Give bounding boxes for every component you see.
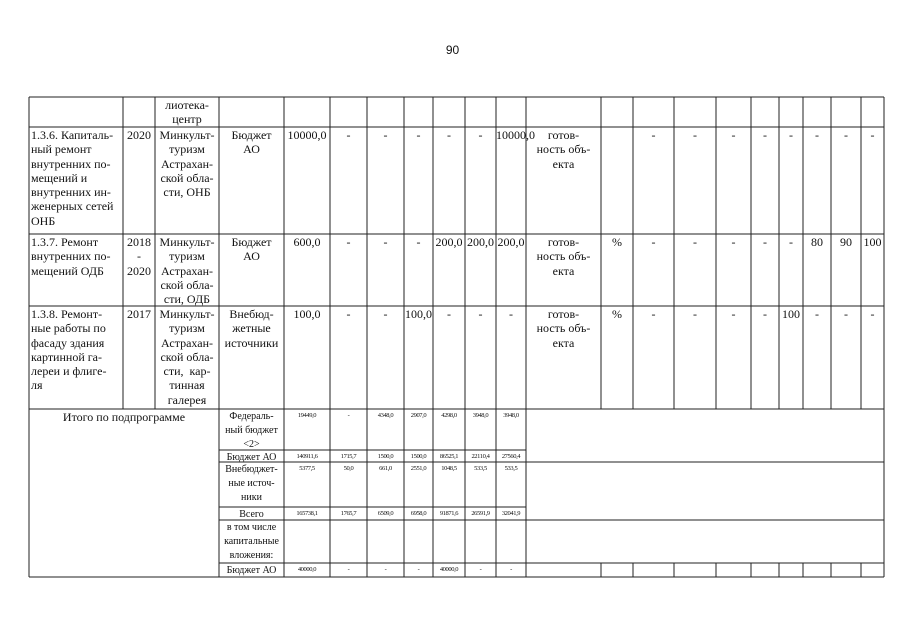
target-value-cell: -	[731, 307, 736, 321]
indicator-cell	[526, 97, 601, 127]
funding-value-cell: 10000,0	[496, 128, 535, 142]
target-value-cell: -	[763, 307, 767, 321]
total-value-cell	[404, 520, 433, 563]
executor-cell: Минкульт- туризм Астрахан- ской обла- сти, кар- тинная галерея	[159, 307, 215, 407]
funding-value-cell: 100,0	[293, 307, 321, 321]
year-cell	[123, 97, 155, 127]
unit-cell: %	[612, 307, 622, 321]
total-value-cell: 22110,4	[471, 453, 490, 460]
total-value-cell: 1048,5	[441, 465, 457, 472]
target-value-cell	[861, 234, 884, 306]
unit-cell	[601, 127, 633, 234]
total-value-cell: 40000,0	[297, 566, 317, 573]
target-value-cell	[779, 97, 803, 127]
funding-value-cell	[284, 97, 330, 127]
total-value-cell: 661,0	[379, 465, 392, 472]
total-funding-source-cell: Бюджет АО	[226, 565, 277, 576]
total-value-cell	[330, 520, 367, 563]
total-value-cell: 32041,9	[501, 510, 521, 517]
total-value-cell: 86525,1	[439, 453, 459, 460]
target-value-cell	[861, 127, 884, 234]
funding-value-cell: 200,0	[467, 235, 494, 249]
funding-value-cell: -	[346, 128, 351, 142]
indicator-cell: готов- ность объ- екта	[536, 235, 591, 278]
measure-name-cell: 1.3.6. Капиталь- ный ремонт внутренних по- мещений и внутренних ин- женерных сетей ОНБ	[31, 128, 114, 228]
funding-value-cell: -	[447, 128, 451, 142]
measure-name-cell: 1.3.8. Ремонт- ные работы по фасаду здания картинной га- лереи и флиге- ля	[31, 307, 107, 393]
total-value-cell: 1715,7	[340, 453, 357, 460]
target-value-cell: -	[693, 307, 697, 321]
funding-value-cell: -	[509, 307, 513, 321]
total-funding-source-cell: в том числе капитальные вложения:	[224, 522, 279, 561]
funding-value-cell: -	[478, 307, 483, 321]
target-value-cell: -	[693, 128, 697, 142]
target-value-cell: -	[815, 128, 819, 142]
total-value-cell: 140911,6	[296, 453, 318, 460]
target-value-cell	[831, 97, 861, 127]
funding-value-cell	[496, 97, 526, 127]
total-value-cell: -	[347, 412, 350, 419]
total-value-cell: 2551,0	[410, 465, 427, 472]
total-value-cell: 26591,9	[471, 510, 490, 517]
page-number: 90	[445, 43, 460, 57]
total-value-cell: 5377,5	[299, 465, 315, 472]
target-value-cell: -	[651, 235, 656, 249]
target-value-cell: 100	[863, 235, 882, 249]
funding-value-cell: 100,0	[405, 307, 432, 321]
funding-value-cell: 10000,0	[287, 128, 327, 142]
target-value-cell: -	[789, 235, 793, 249]
funding-value-cell: -	[447, 307, 451, 321]
target-value-cell	[633, 97, 674, 127]
total-funding-source-cell: Внебюджет- ные источ- ники	[225, 464, 278, 503]
total-value-cell: 6509,0	[377, 510, 394, 517]
funding-value-cell: -	[416, 235, 421, 249]
executor-cell: Минкульт- туризм Астрахан- ской обла- сти, ОДБ	[159, 235, 215, 307]
funding-value-cell: 200,0	[497, 235, 525, 249]
funding-value-cell: -	[478, 128, 483, 142]
total-value-cell: 2907,0	[410, 412, 427, 419]
target-value-cell: -	[651, 307, 656, 321]
target-value-cell: -	[693, 235, 697, 249]
subprogram-total-label: Итого по подпрограмме	[62, 410, 186, 424]
total-value-cell	[433, 520, 465, 563]
indicator-cell: готов- ность объ- екта	[536, 307, 591, 350]
funding-value-cell: -	[346, 307, 351, 321]
target-value-cell: -	[815, 307, 819, 321]
total-value-cell: 1500,0	[377, 453, 394, 460]
funding-value-cell: -	[416, 128, 421, 142]
executor-cell: Минкульт- туризм Астрахан- ской обла- сти, ОНБ	[159, 128, 215, 200]
total-value-cell: -	[384, 566, 387, 573]
total-value-cell: 1765,7	[340, 510, 357, 517]
total-value-cell: 27560,4	[501, 453, 521, 460]
total-value-cell	[465, 520, 496, 563]
year-cell: 2020	[127, 128, 151, 142]
measure-name-cell	[29, 97, 123, 127]
funding-value-cell	[404, 97, 433, 127]
target-value-cell: -	[731, 128, 736, 142]
indicator-cell: готов- ность объ- екта	[536, 128, 591, 171]
total-value-cell: 91871,6	[439, 510, 459, 517]
funding-source-cell: Бюджет АО	[231, 235, 272, 264]
target-value-cell: 90	[840, 235, 852, 249]
total-value-cell: 50,0	[343, 465, 354, 472]
funding-value-cell: -	[346, 235, 351, 249]
target-value-cell: -	[844, 307, 848, 321]
funding-value-cell: -	[383, 307, 388, 321]
executor-cell: лиотека- центр	[165, 98, 209, 127]
total-value-cell	[367, 520, 404, 563]
funding-value-cell: 200,0	[435, 235, 463, 249]
total-value-cell: -	[510, 566, 512, 573]
total-value-cell	[284, 520, 330, 563]
funding-source-cell	[219, 97, 284, 127]
target-value-cell: -	[870, 128, 875, 142]
target-value-cell: -	[731, 235, 736, 249]
total-value-cell: -	[479, 566, 482, 573]
total-value-cell: -	[347, 566, 350, 573]
target-value-cell: 100	[782, 307, 800, 321]
target-value-cell	[716, 97, 751, 127]
total-value-cell: 40000,0	[439, 566, 459, 573]
target-value-cell	[861, 97, 884, 127]
total-value-cell: 1500,0	[410, 453, 427, 460]
target-value-cell: -	[763, 235, 767, 249]
unit-cell	[601, 97, 633, 127]
total-value-cell: -	[417, 566, 420, 573]
total-value-cell: 533,5	[474, 465, 487, 472]
total-value-cell	[496, 520, 526, 563]
total-funding-source-cell: Бюджет АО	[226, 452, 277, 463]
measure-name-cell: 1.3.7. Ремонт внутренних по- мещений ОДБ	[31, 235, 111, 278]
total-value-cell: 165738,1	[296, 510, 318, 517]
target-value-cell: -	[763, 128, 767, 142]
total-value-cell: 3948,0	[472, 412, 489, 419]
total-value-cell: 6958,0	[410, 510, 427, 517]
target-value-cell	[861, 306, 884, 409]
target-value-cell	[803, 97, 831, 127]
total-funding-source-cell: Всего	[239, 509, 264, 520]
funding-value-cell	[465, 97, 496, 127]
target-value-cell	[674, 97, 716, 127]
unit-cell: %	[612, 235, 622, 249]
target-value-cell	[751, 97, 779, 127]
total-value-cell: 3948,0	[503, 412, 519, 419]
year-cell: 2018 - 2020	[127, 235, 151, 278]
target-value-cell: -	[844, 128, 848, 142]
total-value-cell: 4348,0	[377, 412, 394, 419]
total-value-cell: 4298,0	[441, 412, 457, 419]
funding-source-cell: Бюджет АО	[231, 128, 272, 157]
total-value-cell: 19449,0	[297, 412, 317, 419]
funding-source-cell: Внебюд- жетные источники	[224, 307, 279, 350]
target-value-cell: -	[651, 128, 656, 142]
target-value-cell: 80	[811, 235, 823, 249]
total-funding-source-cell: Федераль- ный бюджет <2>	[225, 411, 278, 450]
target-value-cell: -	[789, 128, 793, 142]
funding-value-cell: 600,0	[293, 235, 321, 249]
total-value-cell: 533,5	[504, 465, 518, 472]
funding-value-cell	[367, 97, 404, 127]
funding-value-cell	[433, 97, 465, 127]
year-cell: 2017	[127, 307, 151, 321]
funding-value-cell: -	[383, 235, 388, 249]
funding-value-cell: -	[383, 128, 388, 142]
funding-value-cell	[330, 97, 367, 127]
target-value-cell: -	[870, 307, 875, 321]
